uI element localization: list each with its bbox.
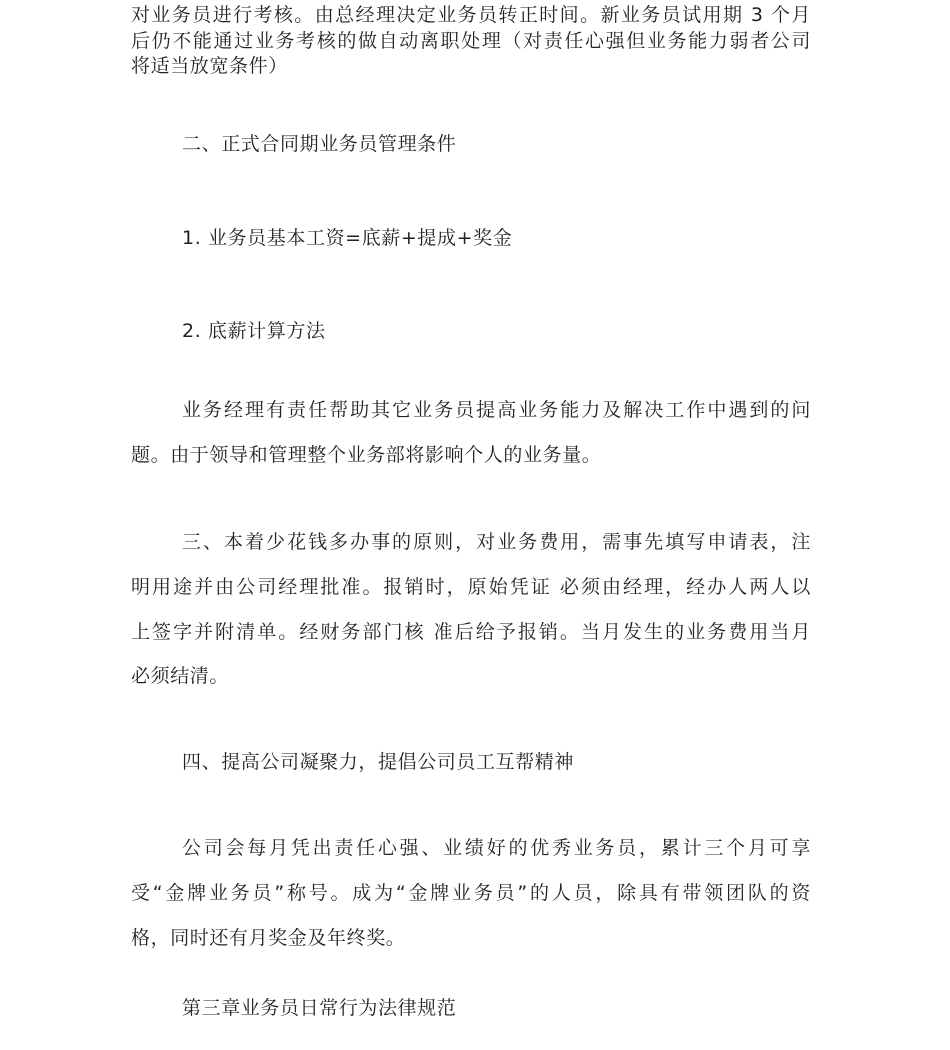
section-3-line-4: 必须结清。 bbox=[131, 665, 230, 687]
manager-para-line-1: 业务经理有责任帮助其它业务员提高业务能力及解决工作中遇到的问 bbox=[182, 399, 811, 421]
section-3-line-3: 上签字并附清单。经财务部门核 准后给予报销。当月发生的业务费用当月 bbox=[131, 621, 811, 643]
section-3-line-1: 三、本着少花钱多办事的原则，对业务费用，需事先填写申请表，注 bbox=[182, 531, 811, 553]
chapter-3-heading: 第三章业务员日常行为法律规范 bbox=[182, 997, 457, 1019]
gold-para-line-2: 受“金牌业务员”称号。成为“金牌业务员”的人员，除具有带领团队的资 bbox=[131, 882, 811, 904]
intro-line-2: 后仍不能通过业务考核的做自动离职处理（对责任心强但业务能力弱者公司 bbox=[131, 30, 811, 52]
intro-line-3: 将适当放宽条件） bbox=[131, 55, 288, 77]
section-heading-4: 四、提高公司凝聚力，提倡公司员工互帮精神 bbox=[182, 751, 575, 773]
section-3-line-2: 明用途并由公司经理批准。报销时，原始凭证 必须由经理，经办人两人以 bbox=[131, 576, 811, 598]
manager-para-line-2: 题。由于领导和管理整个业务部将影响个人的业务量。 bbox=[131, 444, 602, 466]
intro-line-1: 对业务员进行考核。由总经理决定业务员转正时间。新业务员试用期 3 个月 bbox=[131, 4, 811, 26]
item-1: 1. 业务员基本工资=底薪+提成+奖金 bbox=[182, 227, 513, 249]
section-heading-2: 二、正式合同期业务员管理条件 bbox=[182, 133, 457, 155]
gold-para-line-1: 公司会每月凭出责任心强、业绩好的优秀业务员，累计三个月可享 bbox=[182, 837, 811, 859]
item-2: 2. 底薪计算方法 bbox=[182, 320, 326, 342]
gold-para-line-3: 格，同时还有月奖金及年终奖。 bbox=[131, 927, 406, 949]
